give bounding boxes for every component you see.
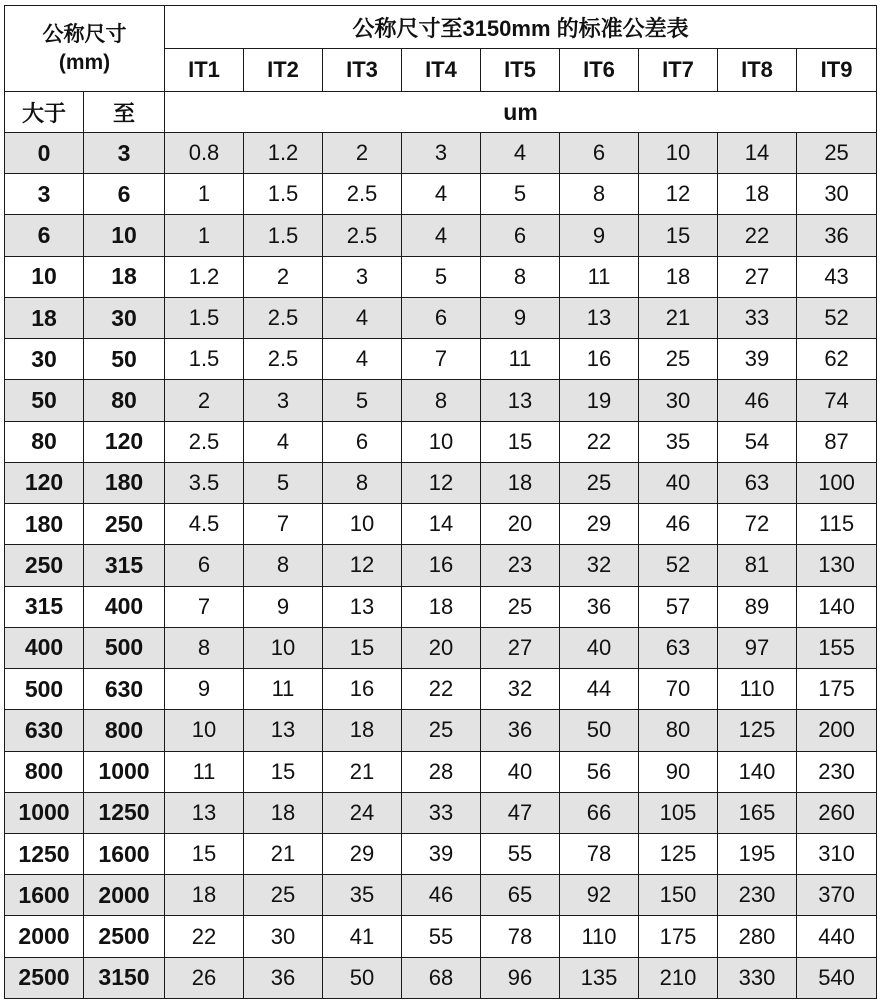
from-column-header: 大于: [5, 92, 84, 133]
tolerance-value-cell: 6: [402, 297, 481, 338]
table-row: [5, 545, 877, 586]
tolerance-value-cell: 3: [323, 256, 402, 297]
table-row: [5, 339, 877, 380]
grade-header-it2: IT2: [244, 49, 323, 92]
tolerance-value-cell: 13: [165, 792, 244, 833]
tolerance-value-cell: 12: [639, 174, 718, 215]
tolerance-value-cell: 18: [639, 256, 718, 297]
tolerance-value-cell: 39: [718, 339, 797, 380]
tolerance-value-cell: 3.5: [165, 462, 244, 503]
tolerance-value-cell: 18: [718, 174, 797, 215]
tolerance-value-cell: 70: [639, 669, 718, 710]
tolerance-value-cell: 28: [402, 751, 481, 792]
tolerance-value-cell: 1.5: [165, 339, 244, 380]
tolerance-value-cell: 63: [718, 462, 797, 503]
tolerance-value-cell: 41: [323, 916, 402, 957]
tolerance-value-cell: 13: [481, 380, 560, 421]
grade-header-it4: IT4: [402, 49, 481, 92]
table-row: [5, 627, 877, 668]
tolerance-value-cell: 13: [560, 297, 639, 338]
grade-header-it5: IT5: [481, 49, 560, 92]
tolerance-value-cell: 10: [402, 421, 481, 462]
tolerance-value-cell: 90: [639, 751, 718, 792]
size-to-cell: 2500: [84, 916, 165, 957]
size-from-cell: 10: [5, 256, 84, 297]
tolerance-value-cell: 8: [323, 462, 402, 503]
tolerance-value-cell: 14: [718, 133, 797, 174]
tolerance-value-cell: 230: [797, 751, 877, 792]
tolerance-value-cell: 22: [718, 215, 797, 256]
tolerance-value-cell: 125: [718, 710, 797, 751]
tolerance-value-cell: 100: [797, 462, 877, 503]
nominal-size-header: [5, 6, 165, 92]
tolerance-value-cell: 78: [481, 916, 560, 957]
tolerance-value-cell: 6: [323, 421, 402, 462]
tolerance-value-cell: 50: [323, 957, 402, 998]
tolerance-value-cell: 4.5: [165, 504, 244, 545]
tolerance-value-cell: 1.5: [165, 297, 244, 338]
tolerance-value-cell: 18: [244, 792, 323, 833]
tolerance-value-cell: 23: [481, 545, 560, 586]
tolerance-value-cell: 110: [560, 916, 639, 957]
tolerance-value-cell: 110: [718, 669, 797, 710]
table-row: [5, 462, 877, 503]
tolerance-value-cell: 540: [797, 957, 877, 998]
tolerance-value-cell: 9: [481, 297, 560, 338]
size-from-cell: 1600: [5, 875, 84, 916]
tolerance-value-cell: 63: [639, 627, 718, 668]
tolerance-value-cell: 11: [165, 751, 244, 792]
tolerance-value-cell: 56: [560, 751, 639, 792]
tolerance-value-cell: 140: [718, 751, 797, 792]
size-to-cell: 80: [84, 380, 165, 421]
tolerance-value-cell: 440: [797, 916, 877, 957]
grade-header-it8: IT8: [718, 49, 797, 92]
tolerance-value-cell: 27: [481, 627, 560, 668]
tolerance-value-cell: 230: [718, 875, 797, 916]
tolerance-value-cell: 310: [797, 833, 877, 874]
tolerance-value-cell: 26: [165, 957, 244, 998]
tolerance-value-cell: 46: [718, 380, 797, 421]
tolerance-value-cell: 9: [560, 215, 639, 256]
to-column-header: 至: [84, 92, 165, 133]
tolerance-value-cell: 30: [797, 174, 877, 215]
tolerance-value-cell: 33: [402, 792, 481, 833]
grade-header-it1: IT1: [165, 49, 244, 92]
nominal-size-label: 公称尺寸: [42, 22, 127, 46]
size-from-cell: 50: [5, 380, 84, 421]
size-from-cell: 2000: [5, 916, 84, 957]
grade-header-it3: IT3: [323, 49, 402, 92]
tolerance-value-cell: 4: [481, 133, 560, 174]
table-row: [5, 916, 877, 957]
tolerance-value-cell: 25: [481, 586, 560, 627]
size-to-cell: 400: [84, 586, 165, 627]
tolerance-value-cell: 92: [560, 875, 639, 916]
table-row: [5, 669, 877, 710]
tolerance-value-cell: 15: [323, 627, 402, 668]
tolerance-value-cell: 6: [560, 133, 639, 174]
tolerance-value-cell: 11: [560, 256, 639, 297]
tolerance-value-cell: 57: [639, 586, 718, 627]
tolerance-value-cell: 15: [165, 833, 244, 874]
tolerance-value-cell: 2.5: [165, 421, 244, 462]
size-to-cell: 120: [84, 421, 165, 462]
tolerance-value-cell: 87: [797, 421, 877, 462]
tolerance-value-cell: 36: [244, 957, 323, 998]
tolerance-value-cell: 175: [797, 669, 877, 710]
size-to-cell: 30: [84, 297, 165, 338]
tolerance-value-cell: 165: [718, 792, 797, 833]
tolerance-value-cell: 175: [639, 916, 718, 957]
size-to-cell: 315: [84, 545, 165, 586]
size-to-cell: 800: [84, 710, 165, 751]
tolerance-value-cell: 2: [165, 380, 244, 421]
tolerance-value-cell: 35: [639, 421, 718, 462]
size-to-cell: 1250: [84, 792, 165, 833]
table-row: [5, 504, 877, 545]
tolerance-value-cell: 29: [323, 833, 402, 874]
grade-header-it9: IT9: [797, 49, 877, 92]
size-to-cell: 250: [84, 504, 165, 545]
size-from-cell: 0: [5, 133, 84, 174]
tolerance-value-cell: 25: [244, 875, 323, 916]
size-from-cell: 2500: [5, 957, 84, 998]
tolerance-value-cell: 65: [481, 875, 560, 916]
tolerance-value-cell: 22: [560, 421, 639, 462]
grade-header-it6: IT6: [560, 49, 639, 92]
size-from-cell: 3: [5, 174, 84, 215]
tolerance-value-cell: 96: [481, 957, 560, 998]
tolerance-value-cell: 155: [797, 627, 877, 668]
tolerance-value-cell: 4: [323, 297, 402, 338]
tolerance-value-cell: 20: [481, 504, 560, 545]
tolerance-value-cell: 9: [244, 586, 323, 627]
tolerance-value-cell: 2: [323, 133, 402, 174]
size-to-cell: 1600: [84, 833, 165, 874]
tolerance-value-cell: 6: [165, 545, 244, 586]
size-to-cell: 50: [84, 339, 165, 380]
size-to-cell: 1000: [84, 751, 165, 792]
size-from-cell: 500: [5, 669, 84, 710]
tolerance-value-cell: 7: [165, 586, 244, 627]
tolerance-value-cell: 46: [639, 504, 718, 545]
tolerance-value-cell: 68: [402, 957, 481, 998]
tolerance-value-cell: 74: [797, 380, 877, 421]
tolerance-value-cell: 55: [402, 916, 481, 957]
table-row: [5, 586, 877, 627]
tolerance-value-cell: 33: [718, 297, 797, 338]
size-to-cell: 2000: [84, 875, 165, 916]
tolerance-value-cell: 25: [639, 339, 718, 380]
size-from-cell: 6: [5, 215, 84, 256]
tolerance-value-cell: 30: [244, 916, 323, 957]
tolerance-value-cell: 140: [797, 586, 877, 627]
tolerance-value-cell: 27: [718, 256, 797, 297]
tolerance-value-cell: 16: [402, 545, 481, 586]
tolerance-value-cell: 4: [244, 421, 323, 462]
size-to-cell: 10: [84, 215, 165, 256]
tolerance-value-cell: 0.8: [165, 133, 244, 174]
tolerance-value-cell: 8: [481, 256, 560, 297]
tolerance-value-cell: 150: [639, 875, 718, 916]
tolerance-value-cell: 2: [244, 256, 323, 297]
tolerance-value-cell: 5: [402, 256, 481, 297]
size-from-cell: 1250: [5, 833, 84, 874]
tolerance-value-cell: 89: [718, 586, 797, 627]
tolerance-value-cell: 18: [165, 875, 244, 916]
tolerance-value-cell: 21: [323, 751, 402, 792]
tolerance-value-cell: 52: [797, 297, 877, 338]
size-from-cell: 250: [5, 545, 84, 586]
tolerance-value-cell: 2.5: [323, 215, 402, 256]
size-to-cell: 3150: [84, 957, 165, 998]
grade-header-it7: IT7: [639, 49, 718, 92]
tolerance-value-cell: 10: [244, 627, 323, 668]
tolerance-value-cell: 1.5: [244, 174, 323, 215]
tolerance-value-cell: 5: [244, 462, 323, 503]
tolerance-value-cell: 3: [244, 380, 323, 421]
tolerance-value-cell: 32: [481, 669, 560, 710]
tolerance-value-cell: 6: [481, 215, 560, 256]
tolerance-value-cell: 30: [639, 380, 718, 421]
tolerance-value-cell: 18: [323, 710, 402, 751]
tolerance-value-cell: 13: [323, 586, 402, 627]
table-row: [5, 421, 877, 462]
tolerance-value-cell: 1: [165, 174, 244, 215]
tolerance-value-cell: 21: [244, 833, 323, 874]
tolerance-value-cell: 8: [402, 380, 481, 421]
tolerance-value-cell: 200: [797, 710, 877, 751]
size-from-cell: 30: [5, 339, 84, 380]
tolerance-value-cell: 40: [639, 462, 718, 503]
tolerance-value-cell: 330: [718, 957, 797, 998]
size-from-cell: 315: [5, 586, 84, 627]
tolerance-value-cell: 4: [402, 215, 481, 256]
tolerance-value-cell: 15: [639, 215, 718, 256]
tolerance-value-cell: 21: [639, 297, 718, 338]
size-from-cell: 630: [5, 710, 84, 751]
tolerance-value-cell: 125: [639, 833, 718, 874]
tolerance-value-cell: 11: [244, 669, 323, 710]
tolerance-value-cell: 55: [481, 833, 560, 874]
tolerance-value-cell: 10: [323, 504, 402, 545]
tolerance-value-cell: 10: [165, 710, 244, 751]
size-to-cell: 500: [84, 627, 165, 668]
tolerance-value-cell: 36: [797, 215, 877, 256]
tolerance-value-cell: 370: [797, 875, 877, 916]
table-row: [5, 792, 877, 833]
tolerance-value-cell: 11: [481, 339, 560, 380]
tolerance-value-cell: 260: [797, 792, 877, 833]
table-row: [5, 215, 877, 256]
tolerance-value-cell: 24: [323, 792, 402, 833]
tolerance-value-cell: 210: [639, 957, 718, 998]
tolerance-value-cell: 50: [560, 710, 639, 751]
tolerance-value-cell: 62: [797, 339, 877, 380]
size-from-cell: 180: [5, 504, 84, 545]
tolerance-value-cell: 81: [718, 545, 797, 586]
tolerance-value-cell: 13: [244, 710, 323, 751]
tolerance-value-cell: 22: [165, 916, 244, 957]
tolerance-value-cell: 40: [481, 751, 560, 792]
tolerance-value-cell: 1.2: [165, 256, 244, 297]
tolerance-value-cell: 1.2: [244, 133, 323, 174]
tolerance-value-cell: 1.5: [244, 215, 323, 256]
size-from-cell: 800: [5, 751, 84, 792]
table-row: [5, 380, 877, 421]
tolerance-value-cell: 52: [639, 545, 718, 586]
size-to-cell: 180: [84, 462, 165, 503]
tolerance-value-cell: 12: [323, 545, 402, 586]
tolerance-value-cell: 19: [560, 380, 639, 421]
tolerance-value-cell: 280: [718, 916, 797, 957]
tolerance-value-cell: 195: [718, 833, 797, 874]
size-from-cell: 80: [5, 421, 84, 462]
tolerance-value-cell: 97: [718, 627, 797, 668]
size-to-cell: 6: [84, 174, 165, 215]
table-row: [5, 297, 877, 338]
tolerance-value-cell: 46: [402, 875, 481, 916]
tolerance-value-cell: 12: [402, 462, 481, 503]
tolerance-value-cell: 4: [402, 174, 481, 215]
tolerance-value-cell: 32: [560, 545, 639, 586]
tolerance-value-cell: 4: [323, 339, 402, 380]
tolerance-value-cell: 135: [560, 957, 639, 998]
tolerance-value-cell: 7: [402, 339, 481, 380]
tolerance-value-cell: 8: [560, 174, 639, 215]
tolerance-value-cell: 22: [402, 669, 481, 710]
tolerance-value-cell: 20: [402, 627, 481, 668]
tolerance-value-cell: 35: [323, 875, 402, 916]
tolerance-value-cell: 1: [165, 215, 244, 256]
tolerance-value-cell: 2.5: [244, 339, 323, 380]
tolerance-value-cell: 115: [797, 504, 877, 545]
table-row: [5, 710, 877, 751]
size-to-cell: 630: [84, 669, 165, 710]
tolerance-value-cell: 80: [639, 710, 718, 751]
tolerance-value-cell: 5: [323, 380, 402, 421]
table-row: [5, 751, 877, 792]
table-row: [5, 174, 877, 215]
unit-label: um: [165, 92, 877, 133]
tolerance-value-cell: 39: [402, 833, 481, 874]
tolerance-value-cell: 10: [639, 133, 718, 174]
tolerance-value-cell: 3: [402, 133, 481, 174]
tolerance-value-cell: 36: [560, 586, 639, 627]
tolerance-value-cell: 5: [481, 174, 560, 215]
tolerance-value-cell: 2.5: [244, 297, 323, 338]
tolerance-value-cell: 15: [244, 751, 323, 792]
nominal-size-unit: (mm): [58, 50, 111, 74]
table-title: 公称尺寸至3150mm 的标准公差表: [165, 6, 877, 49]
tolerance-value-cell: 8: [244, 545, 323, 586]
tolerance-value-cell: 7: [244, 504, 323, 545]
tolerance-value-cell: 40: [560, 627, 639, 668]
tolerance-value-cell: 25: [560, 462, 639, 503]
tolerance-value-cell: 78: [560, 833, 639, 874]
tolerance-value-cell: 14: [402, 504, 481, 545]
tolerance-value-cell: 16: [323, 669, 402, 710]
size-to-cell: 18: [84, 256, 165, 297]
tolerance-value-cell: 2.5: [323, 174, 402, 215]
table-row: [5, 875, 877, 916]
size-to-cell: 3: [84, 133, 165, 174]
tolerance-value-cell: 105: [639, 792, 718, 833]
size-from-cell: 1000: [5, 792, 84, 833]
table-row: [5, 957, 877, 998]
size-from-cell: 18: [5, 297, 84, 338]
tolerance-value-cell: 36: [481, 710, 560, 751]
tolerance-value-cell: 130: [797, 545, 877, 586]
tolerance-value-cell: 72: [718, 504, 797, 545]
standard-tolerance-table: [4, 5, 877, 999]
tolerance-value-cell: 9: [165, 669, 244, 710]
tolerance-value-cell: 18: [402, 586, 481, 627]
tolerance-value-cell: 8: [165, 627, 244, 668]
size-from-cell: 400: [5, 627, 84, 668]
tolerance-value-cell: 66: [560, 792, 639, 833]
tolerance-value-cell: 47: [481, 792, 560, 833]
tolerance-value-cell: 44: [560, 669, 639, 710]
tolerance-value-cell: 16: [560, 339, 639, 380]
tolerance-value-cell: 18: [481, 462, 560, 503]
tolerance-value-cell: 43: [797, 256, 877, 297]
tolerance-value-cell: 54: [718, 421, 797, 462]
table-row: [5, 133, 877, 174]
tolerance-value-cell: 29: [560, 504, 639, 545]
size-from-cell: 120: [5, 462, 84, 503]
tolerance-value-cell: 25: [797, 133, 877, 174]
table-row: [5, 256, 877, 297]
tolerance-value-cell: 25: [402, 710, 481, 751]
table-row: [5, 833, 877, 874]
tolerance-value-cell: 15: [481, 421, 560, 462]
